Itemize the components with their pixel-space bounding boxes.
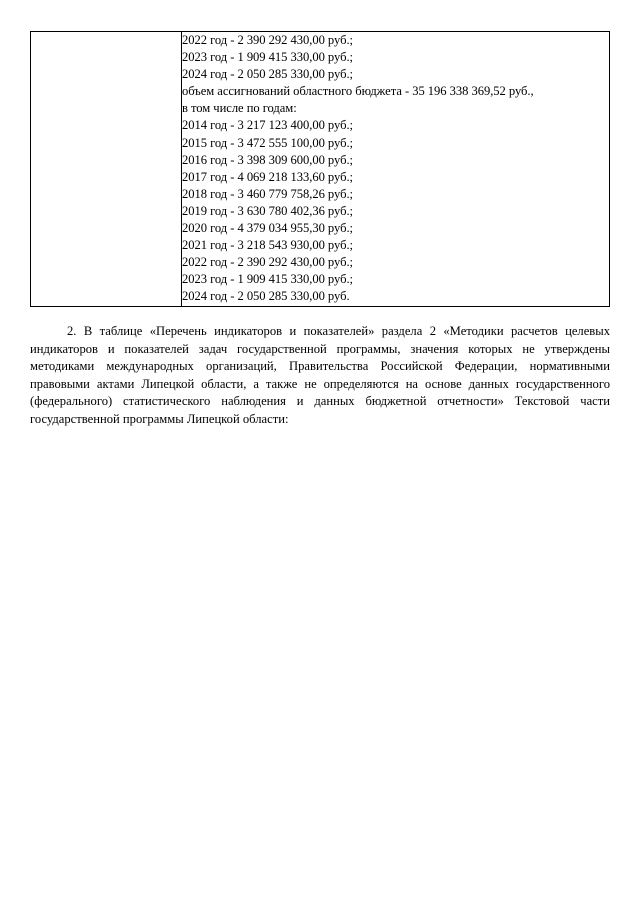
funding-line: 2024 год - 2 050 285 330,00 руб.; [182,67,353,82]
funding-line: 2016 год - 3 398 309 600,00 руб.; [182,152,353,167]
table-row [31,32,610,307]
funding-line: 2019 год - 3 630 780 402,36 руб.; [182,203,353,218]
funding-line: объем ассигнований областного бюджета - 35 196 338 369,52 руб., [182,84,534,99]
funding-line: 2022 год - 2 390 292 430,00 руб.; [182,33,353,47]
table-left-cell [31,32,182,307]
funding-line: 2015 год - 3 472 555 100,00 руб.; [182,135,353,150]
funding-line: 2014 год - 3 217 123 400,00 руб.; [182,118,353,133]
budget-table [30,31,610,307]
table-right-cell [182,32,610,307]
body-paragraph: 2. В таблице «Перечень индикаторов и показателей» раздела 2 «Методики расчетов целевых индикаторов и показателей задач государственной программы, значения которых не утверждены методиками международных организаций, Правительства Российской Федерации, нормативными правовыми актами Липецкой области, а также не определяются на основе данных государственного (федерального) статистического наблюдения и данных бюджетной отчетности» Текстовой части государственной программы Липецкой области: [30,324,610,426]
funding-line: в том числе по годам: [182,101,297,116]
funding-line: 2022 год - 2 390 292 430,00 руб.; [182,255,353,270]
funding-line: 2024 год - 2 050 285 330,00 руб. [182,289,350,304]
funding-line: 2018 год - 3 460 779 758,26 руб.; [182,186,353,201]
funding-line: 2020 год - 4 379 034 955,30 руб.; [182,221,353,236]
funding-line: 2023 год - 1 909 415 330,00 руб.; [182,50,353,65]
funding-line: 2017 год - 4 069 218 133,60 руб.; [182,169,353,184]
funding-line: 2021 год - 3 218 543 930,00 руб.; [182,238,353,253]
funding-line: 2023 год - 1 909 415 330,00 руб.; [182,272,353,287]
